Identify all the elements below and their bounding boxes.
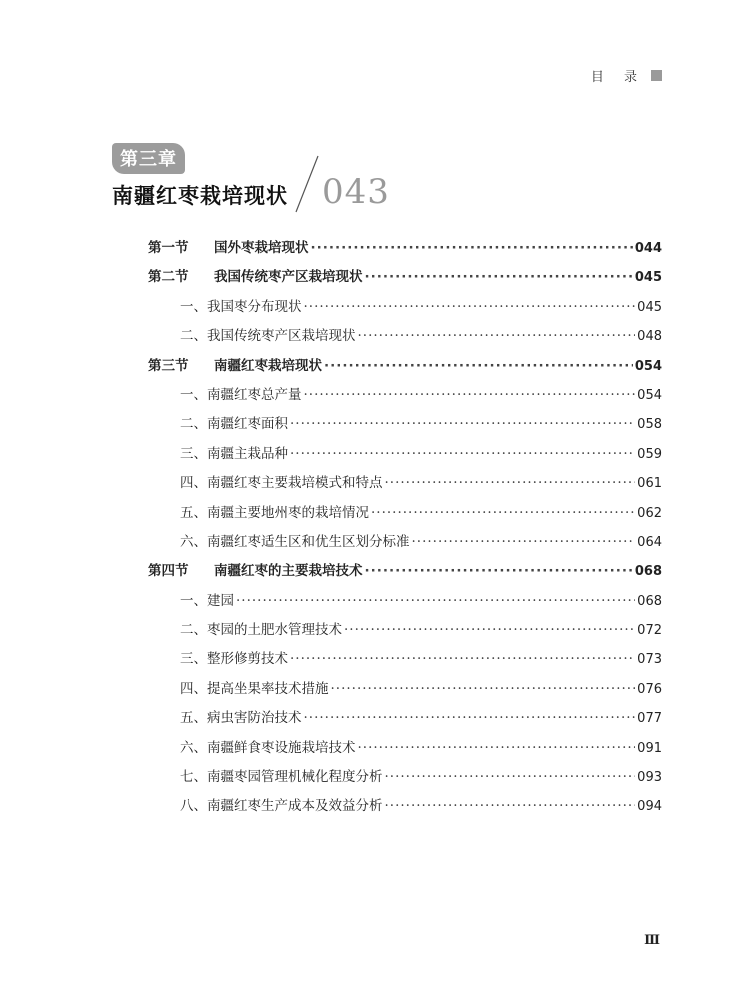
toc-subsection-row[interactable] xyxy=(148,471,662,500)
toc-entry-label: 六、南疆鲜食枣设施栽培技术 xyxy=(180,739,356,756)
toc-entry-label: 南疆红枣的主要栽培技术 xyxy=(214,563,363,580)
dot-leader xyxy=(358,328,636,344)
toc-page-number: 068 xyxy=(634,564,662,580)
toc-page-number: 044 xyxy=(634,241,662,256)
dot-leader xyxy=(365,563,633,579)
page-folio: Ⅲ xyxy=(644,933,660,948)
toc-subsection-row[interactable] xyxy=(148,295,662,324)
toc-page-number: 091 xyxy=(637,740,662,756)
toc-entry-label: 二、南疆红枣面积 xyxy=(180,416,288,433)
dot-leader xyxy=(290,651,635,667)
dot-leader xyxy=(304,387,636,403)
toc-entry-label: 三、南疆主栽品种 xyxy=(180,445,288,462)
toc-entry-label: 二、我国传统枣产区栽培现状 xyxy=(180,328,356,345)
toc-page-number: 048 xyxy=(637,329,662,345)
table-of-contents xyxy=(148,236,662,824)
toc-subsection-row[interactable] xyxy=(148,530,662,559)
toc-section-number: 第二节 xyxy=(148,269,189,286)
toc-section-row[interactable] xyxy=(148,236,662,265)
square-marker-icon xyxy=(651,70,662,81)
toc-entry-label: 三、整形修剪技术 xyxy=(180,651,288,668)
toc-entry-label: 国外枣栽培现状 xyxy=(214,240,309,256)
dot-leader xyxy=(385,475,636,491)
running-header xyxy=(591,66,662,85)
toc-subsection-row[interactable] xyxy=(148,765,662,794)
toc-section-number: 第一节 xyxy=(148,240,189,256)
dot-leader xyxy=(385,769,636,785)
dot-leader xyxy=(324,358,633,374)
dot-leader xyxy=(311,240,633,256)
dot-leader xyxy=(371,505,635,521)
dot-leader xyxy=(365,269,633,285)
toc-page-number: 061 xyxy=(637,476,662,492)
toc-page-number: 064 xyxy=(637,534,662,550)
toc-section-row[interactable] xyxy=(148,354,662,383)
toc-subsection-row[interactable] xyxy=(148,794,662,823)
toc-subsection-row[interactable] xyxy=(148,324,662,353)
toc-entry-label: 南疆红枣栽培现状 xyxy=(214,357,322,374)
toc-page-number: 054 xyxy=(634,358,662,374)
dot-leader xyxy=(385,798,636,814)
toc-entry-label: 七、南疆枣园管理机械化程度分析 xyxy=(180,769,383,786)
dot-leader xyxy=(304,710,636,726)
chapter-badge: 第三章 xyxy=(112,143,185,174)
toc-section-number: 第四节 xyxy=(148,563,189,580)
toc-entry-label: 六、南疆红枣适生区和优生区划分标准 xyxy=(180,533,410,550)
toc-page-number: 072 xyxy=(637,623,662,639)
toc-entry-label: 一、建园 xyxy=(180,592,234,609)
toc-entry-label: 四、南疆红枣主要栽培模式和特点 xyxy=(180,475,383,492)
toc-entry-label: 八、南疆红枣生产成本及效益分析 xyxy=(180,798,383,815)
toc-subsection-row[interactable] xyxy=(148,647,662,676)
toc-subsection-row[interactable] xyxy=(148,383,662,412)
toc-entry-label: 一、我国枣分布现状 xyxy=(180,298,302,315)
toc-page-number: 058 xyxy=(637,417,662,433)
dot-leader xyxy=(290,416,635,432)
toc-subsection-row[interactable] xyxy=(148,706,662,735)
toc-subsection-row[interactable] xyxy=(148,677,662,706)
toc-page-number: 059 xyxy=(637,446,662,462)
slash-divider-icon xyxy=(292,154,322,214)
toc-page-number: 068 xyxy=(637,593,662,609)
chapter-page-number: 043 xyxy=(322,172,390,212)
toc-page-number: 077 xyxy=(637,711,662,727)
toc-page-number: 054 xyxy=(637,387,662,403)
toc-subsection-row[interactable] xyxy=(148,589,662,618)
toc-subsection-row[interactable] xyxy=(148,412,662,441)
dot-leader xyxy=(290,446,635,462)
toc-page-number: 076 xyxy=(637,681,662,697)
toc-page-number: 073 xyxy=(637,652,662,668)
dot-leader xyxy=(344,622,635,638)
chapter-title: 南疆红枣栽培现状 xyxy=(112,184,288,208)
dot-leader xyxy=(358,740,636,756)
toc-page-number: 045 xyxy=(634,270,662,286)
dot-leader xyxy=(304,299,636,315)
toc-page-number: 062 xyxy=(637,505,662,521)
toc-page-number: 094 xyxy=(637,799,662,815)
running-header-title: 目 录 xyxy=(590,70,645,85)
toc-section-number: 第三节 xyxy=(148,357,189,374)
toc-entry-label: 五、南疆主要地州枣的栽培情况 xyxy=(180,504,369,521)
toc-subsection-row[interactable] xyxy=(148,501,662,530)
toc-entry-label: 我国传统枣产区栽培现状 xyxy=(214,269,363,286)
toc-entry-label: 四、提高坐果率技术措施 xyxy=(180,680,329,697)
dot-leader xyxy=(331,681,636,697)
toc-entry-label: 一、南疆红枣总产量 xyxy=(180,386,302,403)
toc-section-row[interactable] xyxy=(148,265,662,294)
toc-section-row[interactable] xyxy=(148,559,662,588)
toc-page-number: 093 xyxy=(637,770,662,786)
toc-entry-label: 二、枣园的土肥水管理技术 xyxy=(180,622,342,639)
toc-page-number: 045 xyxy=(637,299,662,315)
dot-leader xyxy=(412,534,636,550)
toc-subsection-row[interactable] xyxy=(148,736,662,765)
toc-entry-label: 五、病虫害防治技术 xyxy=(180,710,302,727)
toc-subsection-row[interactable] xyxy=(148,442,662,471)
dot-leader xyxy=(236,593,635,609)
toc-subsection-row[interactable] xyxy=(148,618,662,647)
